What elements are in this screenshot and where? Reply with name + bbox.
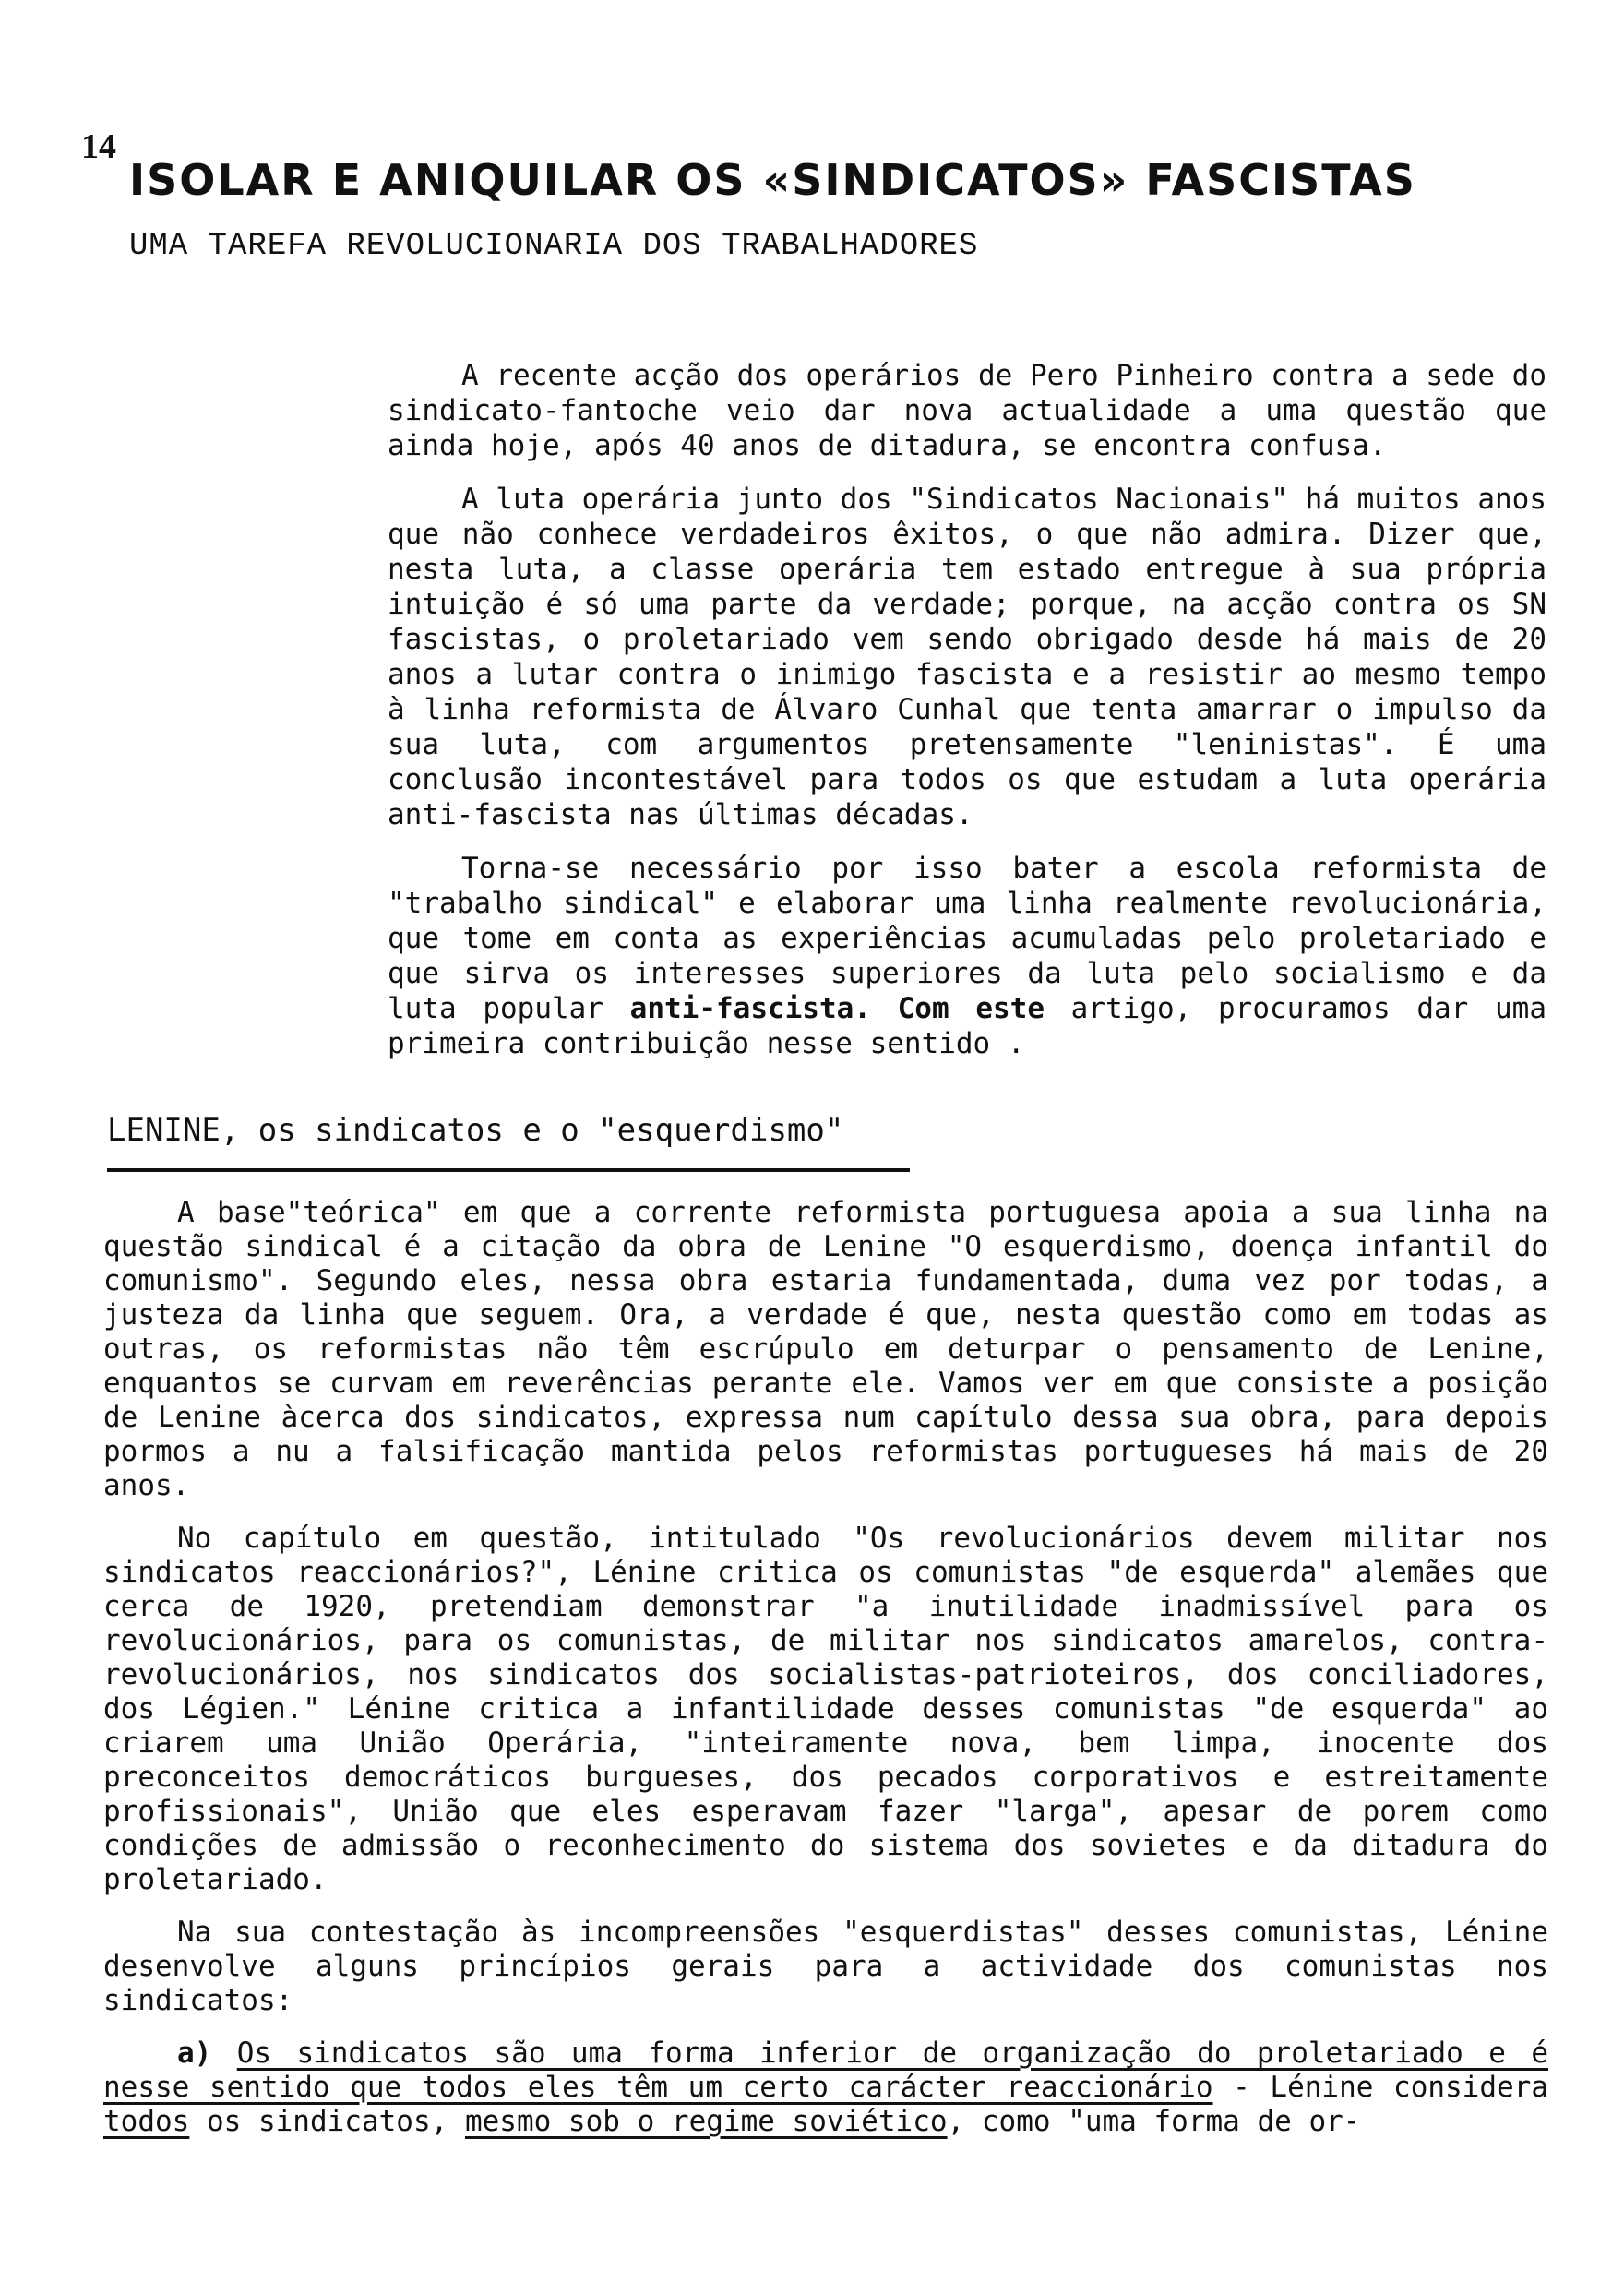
list-item-label: a): [177, 2037, 212, 2070]
body-paragraph-4-text-2: os sindicatos,: [189, 2105, 465, 2138]
body-paragraph-2: No capítulo em questão, intitulado "Os revolucionários devem militar nos sindicatos reaccionários?", Lénine critica os comunistas "de esquerda" alemães que cerca de 1920, pretendiam demonstrar "a inutilidade inadmissível para os revolucionários, para os comunistas, de militar nos sindicatos amarelos, contra-revolucionários, nos sindicatos dos socialistas-patrioteiros, dos conciliadores, dos Légien." Lénine critica a infantilidade desses comunistas "de esquerda" ao criarem uma União Operária, "inteiramente nova, bem limpa, inocente dos preconceitos democráticos burgueses, dos pecados corporativos e estreitamente profissionais", União que eles esperavam fazer "larga", apesar de porem como condições de admissão o reconhecimento do sistema dos sovietes e da ditadura do proletariado.: [103, 1522, 1548, 1896]
body-paragraph-4-text-3: , como "uma forma de or-: [947, 2105, 1361, 2138]
underlined-todos: todos: [103, 2105, 190, 2138]
intro-paragraph-1: A recente acção dos operários de Pero Pinheiro contra a sede do sindicato-fantoche veio dar nova actualidade a uma questão que ainda hoje, após 40 anos de ditadura, se encontra confusa.: [388, 359, 1546, 462]
section-heading-underline: [107, 1168, 910, 1172]
intro-paragraph-3-text-c: artigo, procuramos dar uma primeira contribuição nesse sentido .: [388, 992, 1546, 1060]
body-paragraph-1: A base"teórica" em que a corrente reformista portuguesa apoia a sua linha na questão sindical é a citação da obra de Lenine "O esquerdismo, doença infantil do comunismo". Segundo eles, nessa obra estaria fundamentada, duma vez por todas, a justeza da linha que seguem. Ora, a verdade é que, nesta questão como em todas as outras, os reformistas não têm escrúpulo em deturpar o pensamento de Lenine, enquantos se curvam em reverências perante ele. Vamos ver em que consiste a posição de Lenine àcerca dos sindicatos, expressa num capítulo dessa sua obra, para depois pormos a nu a falsificação mantida pelos reformistas portugueses há mais de 20 anos.: [103, 1196, 1548, 1502]
page-number: 14: [81, 127, 116, 166]
section-body: [103, 1196, 1548, 2139]
underlined-thesis: Os sindicatos são uma forma inferior de organização do proletariado e é nesse sentido que todos eles têm um certo carácter reaccionário: [103, 2037, 1548, 2104]
intro-block: [388, 358, 1546, 1061]
body-paragraph-4: [103, 2037, 1548, 2139]
article-title: ISOLAR E ANIQUILAR OS «SINDICATOS» FASCISTAS: [129, 155, 1416, 205]
intro-paragraph-3-bold: anti-fascista. Com este: [629, 992, 1045, 1025]
intro-paragraph-3-text-a: Torna-se necessário por isso bater a escola reformista de "trabalho sindical" e elaborar uma linha realmente revolucionária, que tome em conta as experiências acumuladas pelo proletariado e que sirva os interesses superiores da luta pelo socialismo e da luta popular: [388, 852, 1546, 1025]
section-heading: LENINE, os sindicatos e o "esquerdismo": [107, 1112, 844, 1149]
intro-paragraph-3: [388, 851, 1546, 1061]
intro-paragraph-2: A luta operária junto dos "Sindicatos Nacionais" há muitos anos que não conhece verdadeiros êxitos, o que não admira. Dizer que, nesta luta, a classe operária tem estado entregue à sua própria intuição é só uma parte da verdade; porque, na acção contra os SN fascistas, o proletariado vem sendo obrigado desde há mais de 20 anos a lutar contra o inimigo fascista e a resistir ao mesmo tempo à linha reformista de Álvaro Cunhal que tenta amarrar o impulso da sua luta, com argumentos pretensamente "leninistas". É uma conclusão incontestável para todos os que estudam a luta operária anti-fascista nas últimas décadas.: [388, 483, 1546, 831]
body-paragraph-4-text-1: - Lénine considera: [1212, 2071, 1549, 2104]
body-paragraph-3: Na sua contestação às incompreensões "esquerdistas" desses comunistas, Lénine desenvolve alguns princípios gerais para a actividade dos comunistas nos sindicatos:: [103, 1916, 1548, 2017]
article-subtitle: UMA TAREFA REVOLUCIONARIA DOS TRABALHADORES: [129, 229, 979, 264]
underlined-regime-sovietico: mesmo sob o regime soviético: [464, 2105, 948, 2138]
